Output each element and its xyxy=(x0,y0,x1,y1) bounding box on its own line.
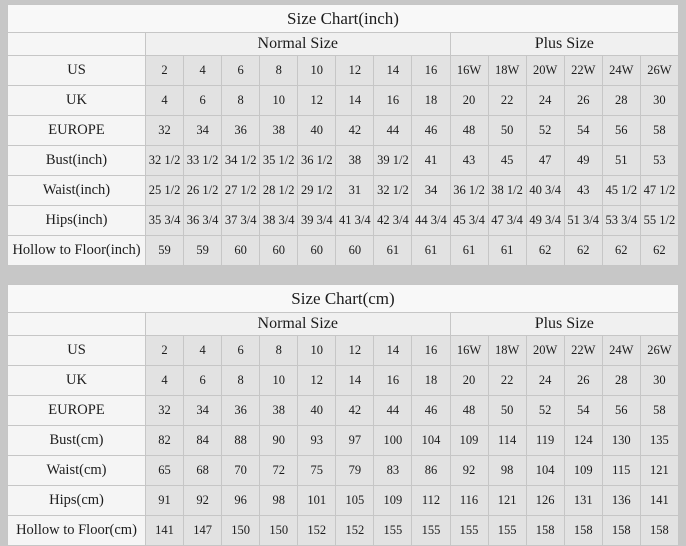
row-label: US xyxy=(8,56,146,86)
size-value-cell: 26 xyxy=(564,366,602,396)
size-value-cell: 35 1/2 xyxy=(260,146,298,176)
size-value-cell: 47 xyxy=(526,146,564,176)
size-value-cell: 82 xyxy=(146,426,184,456)
size-value-cell: 16 xyxy=(374,86,412,116)
size-value-cell: 45 xyxy=(488,146,526,176)
table-row xyxy=(8,86,679,116)
size-value-cell: 8 xyxy=(222,366,260,396)
size-value-cell: 16W xyxy=(450,56,488,86)
table-row xyxy=(8,396,679,426)
size-value-cell: 14 xyxy=(336,366,374,396)
size-value-cell: 24W xyxy=(602,56,640,86)
size-value-cell: 22W xyxy=(564,56,602,86)
size-value-cell: 72 xyxy=(260,456,298,486)
size-value-cell: 155 xyxy=(374,516,412,546)
size-value-cell: 60 xyxy=(222,236,260,266)
row-label: Bust(cm) xyxy=(8,426,146,456)
size-value-cell: 61 xyxy=(412,236,450,266)
size-value-cell: 54 xyxy=(564,396,602,426)
table-row xyxy=(8,426,679,456)
size-value-cell: 150 xyxy=(260,516,298,546)
size-value-cell: 28 xyxy=(602,86,640,116)
size-value-cell: 26W xyxy=(640,56,678,86)
size-value-cell: 60 xyxy=(298,236,336,266)
row-label: US xyxy=(8,336,146,366)
size-value-cell: 39 3/4 xyxy=(298,206,336,236)
size-value-cell: 43 xyxy=(564,176,602,206)
size-value-cell: 12 xyxy=(298,366,336,396)
size-value-cell: 62 xyxy=(564,236,602,266)
size-value-cell: 75 xyxy=(298,456,336,486)
size-value-cell: 43 xyxy=(450,146,488,176)
size-value-cell: 158 xyxy=(602,516,640,546)
size-value-cell: 8 xyxy=(260,56,298,86)
table-title: Size Chart(inch) xyxy=(8,5,679,33)
size-value-cell: 32 xyxy=(146,396,184,426)
size-value-cell: 40 3/4 xyxy=(526,176,564,206)
size-value-cell: 46 xyxy=(412,396,450,426)
size-value-cell: 39 1/2 xyxy=(374,146,412,176)
size-value-cell: 47 3/4 xyxy=(488,206,526,236)
size-value-cell: 98 xyxy=(488,456,526,486)
size-value-cell: 40 xyxy=(298,396,336,426)
size-value-cell: 126 xyxy=(526,486,564,516)
size-value-cell: 158 xyxy=(526,516,564,546)
size-value-cell: 38 xyxy=(260,396,298,426)
size-value-cell: 26 1/2 xyxy=(184,176,222,206)
size-value-cell: 24 xyxy=(526,86,564,116)
size-value-cell: 59 xyxy=(146,236,184,266)
size-value-cell: 34 xyxy=(412,176,450,206)
size-value-cell: 48 xyxy=(450,116,488,146)
size-value-cell: 30 xyxy=(640,366,678,396)
size-value-cell: 136 xyxy=(602,486,640,516)
size-value-cell: 152 xyxy=(298,516,336,546)
size-value-cell: 112 xyxy=(412,486,450,516)
size-value-cell: 14 xyxy=(374,56,412,86)
size-value-cell: 20 xyxy=(450,366,488,396)
size-value-cell: 60 xyxy=(260,236,298,266)
size-value-cell: 36 xyxy=(222,396,260,426)
size-value-cell: 12 xyxy=(298,86,336,116)
size-value-cell: 92 xyxy=(184,486,222,516)
size-value-cell: 38 xyxy=(336,146,374,176)
size-value-cell: 97 xyxy=(336,426,374,456)
row-label: EUROPE xyxy=(8,116,146,146)
size-value-cell: 119 xyxy=(526,426,564,456)
size-value-cell: 141 xyxy=(640,486,678,516)
size-value-cell: 96 xyxy=(222,486,260,516)
size-value-cell: 22 xyxy=(488,366,526,396)
table-row xyxy=(8,366,679,396)
column-group-row xyxy=(8,313,679,336)
size-value-cell: 38 xyxy=(260,116,298,146)
size-value-cell: 52 xyxy=(526,116,564,146)
size-value-cell: 10 xyxy=(298,56,336,86)
row-label: Bust(inch) xyxy=(8,146,146,176)
size-value-cell: 53 xyxy=(640,146,678,176)
size-value-cell: 56 xyxy=(602,116,640,146)
size-value-cell: 36 xyxy=(222,116,260,146)
size-value-cell: 98 xyxy=(260,486,298,516)
normal-size-group-header: Normal Size xyxy=(146,313,451,336)
size-value-cell: 58 xyxy=(640,116,678,146)
size-value-cell: 50 xyxy=(488,116,526,146)
row-label: EUROPE xyxy=(8,396,146,426)
size-value-cell: 20W xyxy=(526,56,564,86)
size-value-cell: 84 xyxy=(184,426,222,456)
size-value-cell: 22 xyxy=(488,86,526,116)
size-value-cell: 155 xyxy=(412,516,450,546)
size-value-cell: 104 xyxy=(412,426,450,456)
table-row xyxy=(8,516,679,546)
size-value-cell: 32 1/2 xyxy=(146,146,184,176)
table-row xyxy=(8,56,679,86)
size-value-cell: 61 xyxy=(488,236,526,266)
size-value-cell: 20W xyxy=(526,336,564,366)
size-value-cell: 31 xyxy=(336,176,374,206)
size-chart-inch-body xyxy=(8,56,679,266)
size-value-cell: 150 xyxy=(222,516,260,546)
size-value-cell: 18 xyxy=(412,366,450,396)
size-value-cell: 130 xyxy=(602,426,640,456)
size-value-cell: 147 xyxy=(184,516,222,546)
size-value-cell: 26 xyxy=(564,86,602,116)
size-value-cell: 90 xyxy=(260,426,298,456)
size-value-cell: 36 1/2 xyxy=(450,176,488,206)
size-value-cell: 48 xyxy=(450,396,488,426)
size-value-cell: 33 1/2 xyxy=(184,146,222,176)
size-value-cell: 83 xyxy=(374,456,412,486)
size-value-cell: 37 3/4 xyxy=(222,206,260,236)
size-value-cell: 34 1/2 xyxy=(222,146,260,176)
size-value-cell: 2 xyxy=(146,336,184,366)
size-value-cell: 114 xyxy=(488,426,526,456)
row-label: Hollow to Floor(cm) xyxy=(8,516,146,546)
size-value-cell: 18W xyxy=(488,336,526,366)
size-value-cell: 109 xyxy=(564,456,602,486)
size-value-cell: 36 1/2 xyxy=(298,146,336,176)
size-value-cell: 155 xyxy=(450,516,488,546)
size-value-cell: 28 xyxy=(602,366,640,396)
size-value-cell: 32 1/2 xyxy=(374,176,412,206)
table-row xyxy=(8,176,679,206)
size-value-cell: 50 xyxy=(488,396,526,426)
size-value-cell: 16 xyxy=(412,336,450,366)
size-value-cell: 6 xyxy=(222,56,260,86)
size-value-cell: 41 xyxy=(412,146,450,176)
size-value-cell: 44 xyxy=(374,116,412,146)
row-label: Hips(inch) xyxy=(8,206,146,236)
table-title-row xyxy=(8,285,679,313)
size-value-cell: 46 xyxy=(412,116,450,146)
size-value-cell: 36 3/4 xyxy=(184,206,222,236)
size-value-cell: 6 xyxy=(184,86,222,116)
size-value-cell: 47 1/2 xyxy=(640,176,678,206)
size-value-cell: 10 xyxy=(260,366,298,396)
table-row xyxy=(8,236,679,266)
size-value-cell: 60 xyxy=(336,236,374,266)
size-value-cell: 109 xyxy=(450,426,488,456)
size-value-cell: 24W xyxy=(602,336,640,366)
size-value-cell: 91 xyxy=(146,486,184,516)
plus-size-group-header: Plus Size xyxy=(450,33,679,56)
size-chart-cm-table xyxy=(7,284,679,546)
size-value-cell: 10 xyxy=(260,86,298,116)
size-value-cell: 45 1/2 xyxy=(602,176,640,206)
size-value-cell: 30 xyxy=(640,86,678,116)
table-row xyxy=(8,486,679,516)
size-value-cell: 62 xyxy=(640,236,678,266)
row-label: Hips(cm) xyxy=(8,486,146,516)
size-value-cell: 4 xyxy=(184,336,222,366)
size-value-cell: 40 xyxy=(298,116,336,146)
size-value-cell: 18W xyxy=(488,56,526,86)
size-value-cell: 55 1/2 xyxy=(640,206,678,236)
size-value-cell: 51 3/4 xyxy=(564,206,602,236)
size-value-cell: 14 xyxy=(374,336,412,366)
size-value-cell: 58 xyxy=(640,396,678,426)
table-row xyxy=(8,146,679,176)
size-value-cell: 131 xyxy=(564,486,602,516)
size-value-cell: 34 xyxy=(184,396,222,426)
size-value-cell: 54 xyxy=(564,116,602,146)
size-value-cell: 4 xyxy=(146,366,184,396)
size-value-cell: 16 xyxy=(374,366,412,396)
size-value-cell: 27 1/2 xyxy=(222,176,260,206)
size-value-cell: 49 3/4 xyxy=(526,206,564,236)
size-value-cell: 28 1/2 xyxy=(260,176,298,206)
size-value-cell: 29 1/2 xyxy=(298,176,336,206)
size-value-cell: 79 xyxy=(336,456,374,486)
size-value-cell: 16 xyxy=(412,56,450,86)
size-value-cell: 86 xyxy=(412,456,450,486)
size-value-cell: 6 xyxy=(184,366,222,396)
size-value-cell: 14 xyxy=(336,86,374,116)
size-value-cell: 45 3/4 xyxy=(450,206,488,236)
size-value-cell: 155 xyxy=(488,516,526,546)
size-value-cell: 101 xyxy=(298,486,336,516)
size-value-cell: 124 xyxy=(564,426,602,456)
size-value-cell: 42 xyxy=(336,116,374,146)
size-value-cell: 20 xyxy=(450,86,488,116)
table-row xyxy=(8,206,679,236)
size-value-cell: 56 xyxy=(602,396,640,426)
size-value-cell: 26W xyxy=(640,336,678,366)
size-value-cell: 121 xyxy=(488,486,526,516)
size-value-cell: 24 xyxy=(526,366,564,396)
row-label: Waist(cm) xyxy=(8,456,146,486)
size-value-cell: 68 xyxy=(184,456,222,486)
size-value-cell: 158 xyxy=(564,516,602,546)
size-value-cell: 93 xyxy=(298,426,336,456)
size-value-cell: 59 xyxy=(184,236,222,266)
size-value-cell: 8 xyxy=(260,336,298,366)
row-label: Hollow to Floor(inch) xyxy=(8,236,146,266)
size-value-cell: 10 xyxy=(298,336,336,366)
size-value-cell: 158 xyxy=(640,516,678,546)
size-value-cell: 70 xyxy=(222,456,260,486)
row-label: UK xyxy=(8,86,146,116)
size-value-cell: 18 xyxy=(412,86,450,116)
size-value-cell: 2 xyxy=(146,56,184,86)
size-value-cell: 92 xyxy=(450,456,488,486)
size-value-cell: 44 3/4 xyxy=(412,206,450,236)
size-value-cell: 141 xyxy=(146,516,184,546)
size-value-cell: 152 xyxy=(336,516,374,546)
size-value-cell: 38 1/2 xyxy=(488,176,526,206)
row-label: Waist(inch) xyxy=(8,176,146,206)
size-value-cell: 135 xyxy=(640,426,678,456)
size-value-cell: 105 xyxy=(336,486,374,516)
table-title-row xyxy=(8,5,679,33)
size-chart-inch-table xyxy=(7,4,679,266)
size-value-cell: 32 xyxy=(146,116,184,146)
table-title: Size Chart(cm) xyxy=(8,285,679,313)
size-value-cell: 51 xyxy=(602,146,640,176)
size-value-cell: 61 xyxy=(450,236,488,266)
size-value-cell: 16W xyxy=(450,336,488,366)
size-value-cell: 62 xyxy=(526,236,564,266)
size-value-cell: 121 xyxy=(640,456,678,486)
size-value-cell: 115 xyxy=(602,456,640,486)
size-value-cell: 4 xyxy=(184,56,222,86)
size-value-cell: 62 xyxy=(602,236,640,266)
size-value-cell: 42 3/4 xyxy=(374,206,412,236)
size-value-cell: 53 3/4 xyxy=(602,206,640,236)
table-row xyxy=(8,456,679,486)
size-value-cell: 22W xyxy=(564,336,602,366)
corner-cell xyxy=(8,33,146,56)
plus-size-group-header: Plus Size xyxy=(450,313,679,336)
size-value-cell: 65 xyxy=(146,456,184,486)
size-value-cell: 61 xyxy=(374,236,412,266)
size-value-cell: 6 xyxy=(222,336,260,366)
table-row xyxy=(8,116,679,146)
corner-cell xyxy=(8,313,146,336)
size-value-cell: 52 xyxy=(526,396,564,426)
size-value-cell: 49 xyxy=(564,146,602,176)
size-value-cell: 12 xyxy=(336,56,374,86)
table-row xyxy=(8,336,679,366)
row-label: UK xyxy=(8,366,146,396)
size-value-cell: 88 xyxy=(222,426,260,456)
column-group-row xyxy=(8,33,679,56)
size-value-cell: 116 xyxy=(450,486,488,516)
size-value-cell: 104 xyxy=(526,456,564,486)
size-value-cell: 41 3/4 xyxy=(336,206,374,236)
normal-size-group-header: Normal Size xyxy=(146,33,451,56)
size-value-cell: 25 1/2 xyxy=(146,176,184,206)
size-value-cell: 34 xyxy=(184,116,222,146)
size-value-cell: 35 3/4 xyxy=(146,206,184,236)
size-value-cell: 4 xyxy=(146,86,184,116)
size-value-cell: 12 xyxy=(336,336,374,366)
size-value-cell: 100 xyxy=(374,426,412,456)
size-chart-cm-body xyxy=(8,336,679,546)
size-value-cell: 38 3/4 xyxy=(260,206,298,236)
size-value-cell: 44 xyxy=(374,396,412,426)
size-value-cell: 109 xyxy=(374,486,412,516)
size-value-cell: 8 xyxy=(222,86,260,116)
size-value-cell: 42 xyxy=(336,396,374,426)
